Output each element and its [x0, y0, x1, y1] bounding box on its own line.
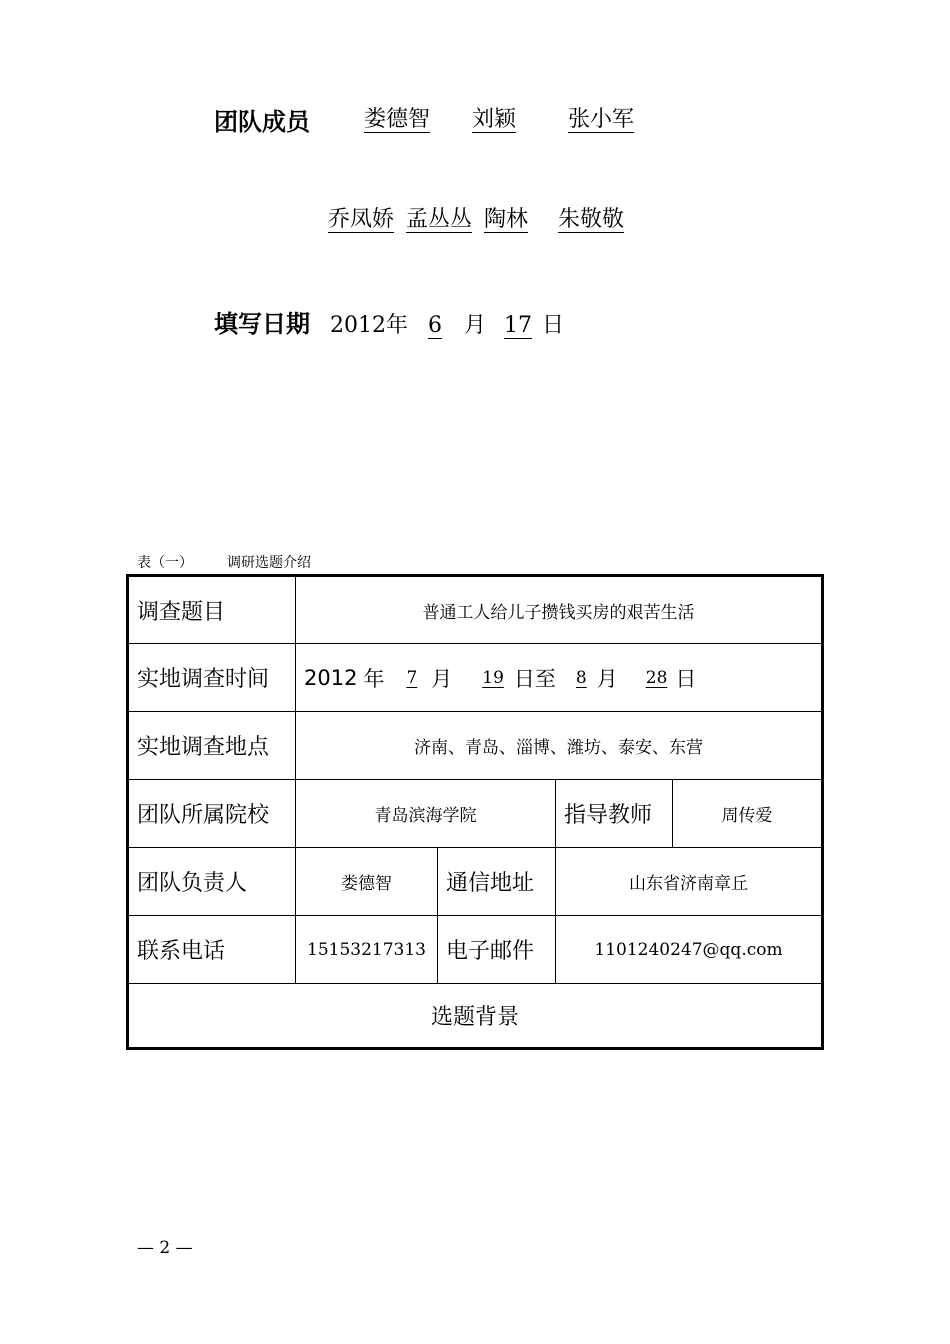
time-end-day: 28 [645, 667, 668, 688]
address-value: 山东省济南章丘 [629, 874, 748, 894]
email-value: 1101240247@qq.com [594, 939, 783, 960]
time-year: 2012 [304, 665, 358, 690]
date-month: 6 [428, 313, 443, 338]
background-label: 选题背景 [430, 1005, 519, 1030]
time-start-month: 7 [406, 667, 418, 688]
phone-value: 15153217313 [307, 939, 426, 960]
time-end-day-unit: 日 [675, 666, 697, 691]
email-label: 电子邮件 [446, 939, 535, 964]
leader-value: 娄德智 [341, 874, 392, 894]
topic-label: 调查题目 [137, 599, 226, 625]
advisor-label: 指导教师 [564, 803, 653, 828]
school-label: 团队所属院校 [137, 803, 270, 828]
member-name: 陶林 [484, 207, 529, 232]
date-day-unit: 日 [542, 313, 565, 338]
time-end-month-unit: 月 [596, 666, 618, 691]
date-year-unit: 年 [386, 313, 409, 338]
table-caption [137, 552, 311, 572]
date-day: 17 [504, 313, 533, 338]
time-start-day: 19 [482, 667, 504, 688]
phone-label: 联系电话 [137, 939, 226, 964]
topic-value: 普通工人给儿子攒钱买房的艰苦生活 [422, 602, 695, 623]
time-day-to: 日至 [513, 666, 556, 691]
advisor-value: 周传爱 [721, 806, 773, 826]
member-name: 刘颖 [472, 107, 517, 132]
date-label: 填写日期 [214, 310, 310, 338]
date-month-unit: 月 [464, 313, 487, 338]
member-name: 张小军 [568, 107, 635, 132]
member-name: 乔凤娇 [328, 207, 395, 232]
member-name: 朱敬敬 [558, 207, 625, 232]
location-value: 济南、青岛、淄博、潍坊、泰安、东营 [414, 738, 703, 758]
table-caption-title: 调研选题介绍 [227, 555, 311, 571]
location-label: 实地调查地点 [137, 735, 270, 760]
time-year-unit: 年 [363, 666, 385, 691]
members-label: 团队成员 [214, 108, 310, 136]
school-value: 青岛滨海学院 [374, 806, 477, 826]
address-label: 通信地址 [446, 871, 535, 896]
time-month-unit: 月 [431, 666, 453, 691]
time-value [304, 644, 819, 711]
fill-date [214, 304, 564, 339]
member-name: 娄德智 [364, 107, 431, 132]
member-name: 孟丛丛 [406, 207, 473, 232]
leader-label: 团队负责人 [137, 871, 248, 896]
time-end-month: 8 [575, 667, 587, 688]
members-line-2 [328, 202, 632, 233]
page-number: — 2 — [137, 1238, 193, 1258]
table-caption-number: 表（一） [137, 555, 193, 571]
members-line-1 [340, 102, 648, 133]
date-year: 2012 [330, 313, 386, 338]
survey-info-table [126, 574, 824, 1050]
time-label: 实地调查时间 [137, 667, 270, 692]
